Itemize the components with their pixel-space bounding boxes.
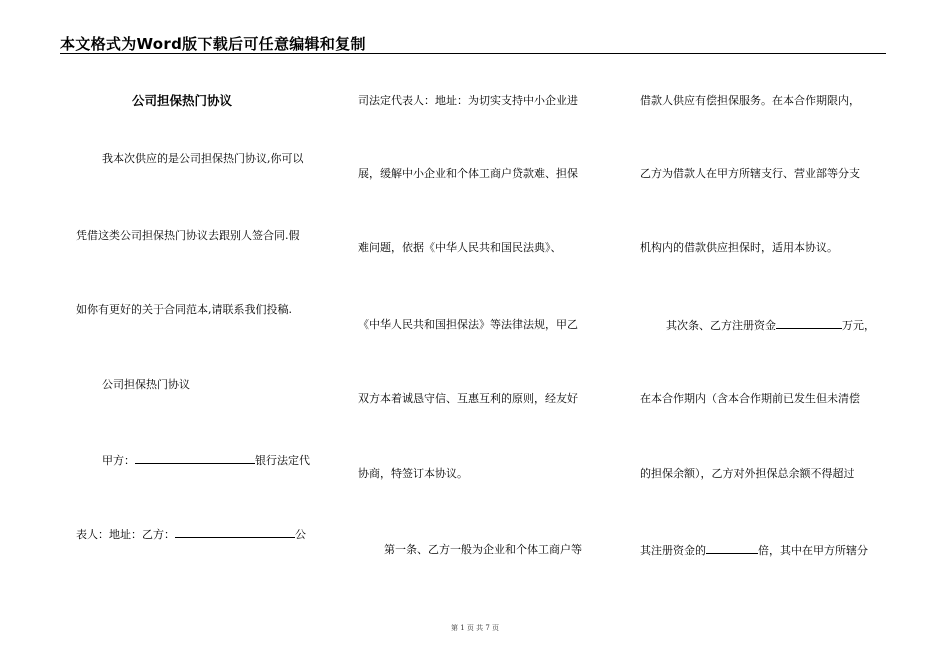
article-2-text: 其次条、乙方注册资金	[666, 319, 776, 332]
multiplier-suffix: 倍，其中在甲方所辖分	[758, 544, 868, 557]
paragraph-line: 机构内的借款供应担保时，适用本协议。	[640, 241, 838, 254]
article-2-suffix: 万元，	[842, 319, 875, 332]
download-notice-header: 本文格式为Word版下载后可任意编辑和复制	[60, 35, 366, 53]
capital-amount-blank	[776, 318, 842, 329]
document-title: 公司担保热门协议	[132, 93, 233, 108]
paragraph-line: 在本合作期内（含本合作期前已发生但未清偿	[640, 392, 860, 405]
multiplier-line	[640, 543, 868, 558]
multiplier-blank	[706, 543, 758, 554]
article-2-line	[666, 318, 875, 333]
paragraph-line: 的担保余额），乙方对外担保总余额不得超过	[640, 467, 855, 480]
party-a-suffix: 银行法定代	[255, 454, 310, 467]
paragraph-line: 凭借这类公司担保热门协议去跟别人签合同.假	[76, 229, 300, 242]
party-b-label: 表人：地址：乙方：	[76, 528, 175, 541]
paragraph-line: 我本次供应的是公司担保热门协议,你可以	[102, 152, 304, 165]
paragraph-line: 乙方为借款人在甲方所辖支行、营业部等分支	[640, 167, 860, 180]
party-b-line	[76, 527, 306, 542]
party-a-blank	[135, 453, 255, 464]
multiplier-text: 其注册资金的	[640, 544, 706, 557]
section-title: 公司担保热门协议	[102, 378, 190, 391]
paragraph-line: 难问题，依据《中华人民共和国民法典》、	[358, 241, 562, 254]
paragraph-line: 展，缓解中小企业和个体工商户贷款难、担保	[358, 167, 578, 180]
paragraph-line: 协商，特签订本协议。	[358, 467, 468, 480]
page-number: 第 1 页 共 7 页	[450, 624, 500, 632]
paragraph-line: 如你有更好的关于合同范本,请联系我们投稿.	[76, 303, 292, 316]
party-b-blank	[175, 527, 295, 538]
paragraph-line: 双方本着诚恳守信、互惠互利的原则，经友好	[358, 392, 578, 405]
article-1-line: 第一条、乙方一般为企业和个体工商户等	[384, 543, 582, 556]
party-a-line	[102, 453, 310, 468]
paragraph-line: 借款人供应有偿担保服务。在本合作期限内，	[640, 94, 860, 107]
party-b-suffix: 公	[295, 528, 306, 541]
paragraph-line: 司法定代表人：地址：为切实支持中小企业进	[358, 94, 578, 107]
party-a-label: 甲方：	[102, 454, 135, 467]
paragraph-line: 《中华人民共和国担保法》等法律法规，甲乙	[358, 318, 578, 331]
header-divider	[60, 53, 886, 54]
